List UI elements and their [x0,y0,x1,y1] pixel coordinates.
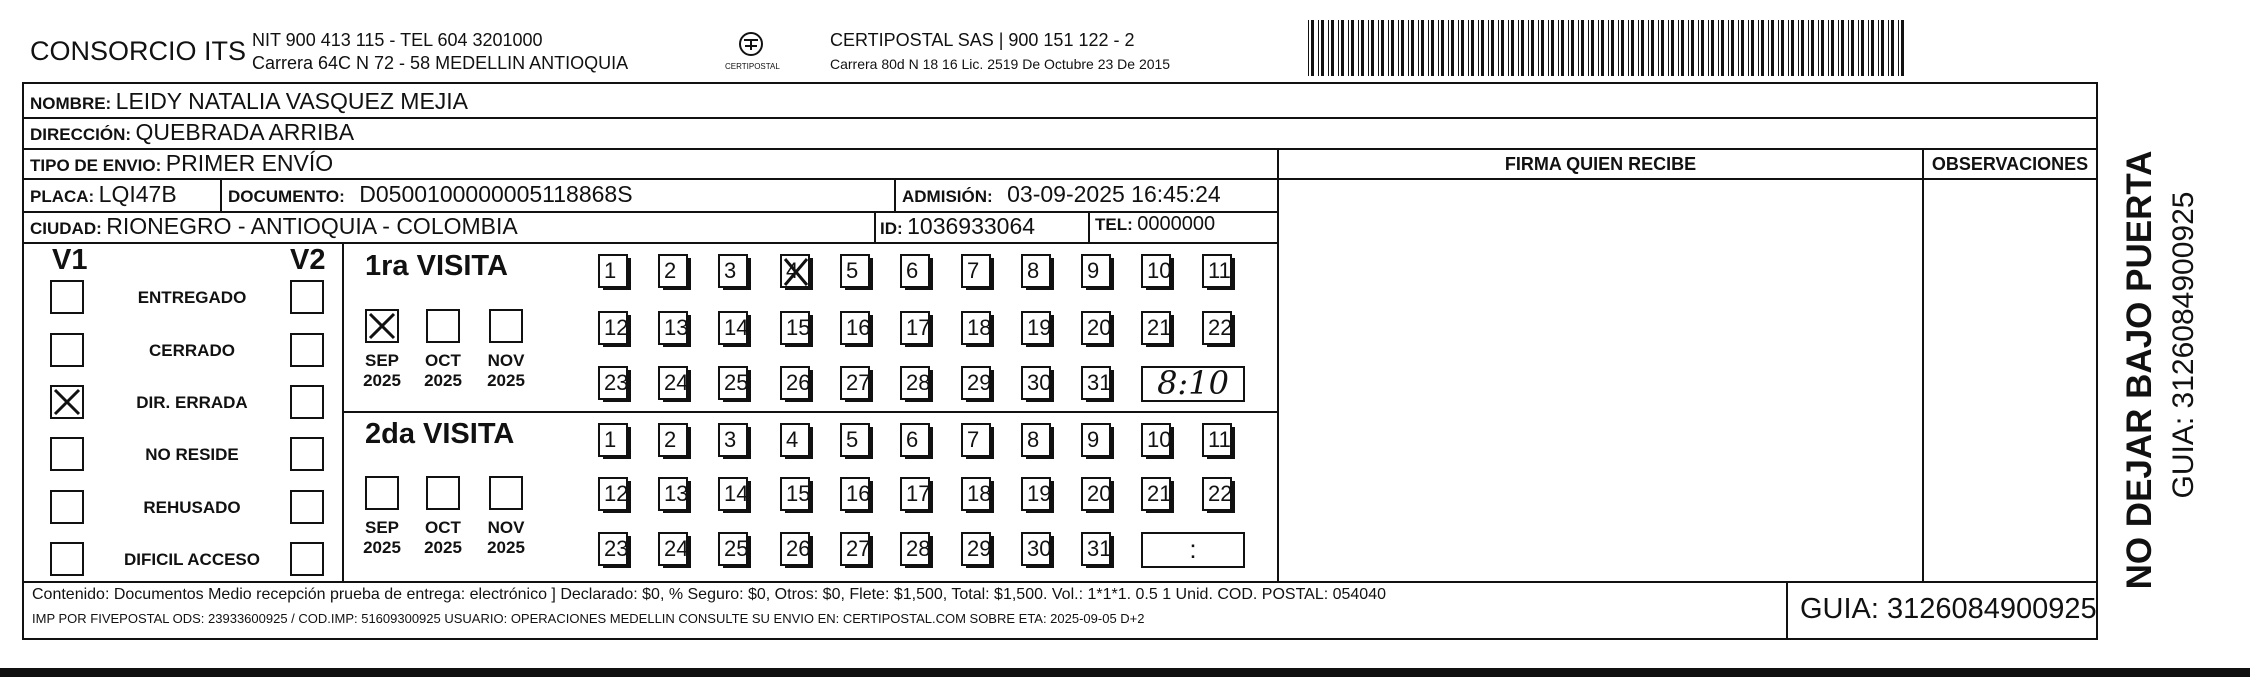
visit1-day-box: 2 [658,254,688,288]
barcode-bar [1381,20,1384,76]
visit1-day-box: 21 [1141,311,1171,345]
check-mark-icon [782,256,810,288]
observaciones-header: OBSERVACIONES [1931,154,2089,174]
barcode-bar [1901,20,1904,76]
barcode-bar [1538,20,1539,76]
visit1-day-box: 16 [840,311,870,345]
visit2-month-checkbox [489,476,523,510]
visit1-day-box: 7 [961,254,991,288]
visit1-month-checkbox [489,309,523,343]
barcode-bar [1658,20,1659,76]
visit2-day-box: 6 [900,423,930,457]
barcode-bar [1351,20,1354,76]
company-nit: NIT 900 413 115 - TEL 604 3201000 [252,30,543,50]
barcode-bar [1521,20,1524,76]
status-label: ENTREGADO [137,288,247,307]
barcode-bar [1618,20,1619,76]
barcode-bar [1568,20,1569,76]
barcode-bar [1811,20,1814,76]
barcode-bar [1488,20,1489,76]
id-row [880,213,1035,240]
status-label: DIR. ERRADA [136,393,248,412]
company-name: CONSORCIO ITS [30,36,247,66]
barcode-bar [1678,20,1679,76]
footer-line1: Contenido: Documentos Medio recepción prueba de entrega: electrónico ] Declarado: $0, % Seguro: $0, Otros: $0, Flete: $1,500, Total: $1,500. Vol.: 1*1*1. 0.5 1 Unid. COD. POSTAL: 054040 [32,586,1386,603]
barcode-bar [1671,20,1674,76]
side-guia: GUIA: 3126084900925 [2167,191,2200,499]
barcode-bar [1391,20,1394,76]
visit2-day-box: 26 [780,532,810,566]
barcode-bar [1881,20,1884,76]
barcode-bar [1661,20,1664,76]
visit1-day-box: 15 [780,311,810,345]
barcode-bar [1551,20,1554,76]
status-label: NO RESIDE [145,445,239,464]
barcode-bar [1821,20,1824,76]
visit1-day-box: 29 [961,366,991,400]
barcode-bar [1471,20,1474,76]
visit1-month-label: NOV [487,351,525,370]
barcode-bar [1858,20,1859,76]
visit1-day-box: 3 [718,254,748,288]
barcode-bar [1398,20,1399,76]
barcode-bar [1371,20,1374,76]
status-v1-checkbox [50,542,84,576]
barcode-bar [1451,20,1454,76]
barcode-bar [1588,20,1589,76]
barcode-bar [1878,20,1879,76]
visit2-day-box: 23 [598,532,628,566]
barcode-bar [1711,20,1714,76]
visit2-day-box: 3 [718,423,748,457]
visit2-day-box: 2 [658,423,688,457]
barcode-bar [1501,20,1504,76]
barcode-bar [1478,20,1479,76]
barcode-bar [1751,20,1754,76]
barcode-bar [1518,20,1519,76]
barcode-bar [1851,20,1854,76]
visit2-day-box: 19 [1021,477,1051,511]
placa-row [30,181,177,208]
visit1-year-label: 2025 [424,371,462,390]
tel-value: 0000000 [1137,213,1216,235]
visit1-time-box: 8:10 [1141,366,1245,402]
tel-row [1095,213,1215,236]
barcode-bar [1841,20,1844,76]
certipostal-logo [725,30,780,78]
barcode-bar [1611,20,1614,76]
visit1-day-box: 8 [1021,254,1051,288]
barcode-bar [1481,20,1484,76]
visit2-day-box: 21 [1141,477,1171,511]
barcode-bar [1638,20,1639,76]
documento-value: D0500100000005118868S [359,181,633,207]
status-v2-checkbox [290,437,324,471]
check-mark-icon [367,311,397,341]
visit1-day-box: 26 [780,366,810,400]
barcode-bar [1388,20,1389,76]
visit2-month-label: NOV [487,518,525,537]
v1-header: V1 [52,244,88,276]
visit1-title: 1ra VISITA [365,250,508,282]
visit1-day-box: 12 [598,311,628,345]
status-label: REHUSADO [143,498,241,517]
visit1-day-box: 6 [900,254,930,288]
placa-value: LQI47B [98,181,177,207]
page-bottom-edge [0,668,2250,677]
barcode-bar [1528,20,1529,76]
visit2-day-box: 22 [1202,477,1232,511]
visit2-day-box: 16 [840,477,870,511]
barcode-bar [1828,20,1829,76]
visit1-month-checkbox [426,309,460,343]
visit1-day-box: 24 [658,366,688,400]
barcode-bar [1558,20,1559,76]
footer-guia: GUIA: 3126084900925 [1800,593,2097,625]
barcode-bar [1888,20,1889,76]
barcode-bar [1668,20,1669,76]
barcode-bar [1861,20,1864,76]
barcode-bar [1868,20,1869,76]
barcode-bar [1311,20,1314,76]
barcode-bar [1331,20,1334,76]
status-v1-checkbox [50,333,84,367]
barcode-bar [1348,20,1349,76]
visit2-day-box: 5 [840,423,870,457]
visit1-day-box: 9 [1081,254,1111,288]
status-v2-checkbox [290,542,324,576]
barcode-bar [1598,20,1599,76]
visit1-day-box: 10 [1141,254,1171,288]
visit1-day-box: 31 [1081,366,1111,400]
barcode-bar [1778,20,1779,76]
barcode-bar [1848,20,1849,76]
visit2-day-box: 12 [598,477,628,511]
barcode-bar [1698,20,1699,76]
tipo-label: TIPO DE ENVIO: [30,156,162,175]
visit2-day-box: 1 [598,423,628,457]
barcode-bar [1601,20,1604,76]
barcode-bar [1431,20,1434,76]
direccion-row [30,119,354,146]
barcode-bar [1891,20,1894,76]
barcode-bar [1608,20,1609,76]
status-label: DIFICIL ACCESO [123,550,260,569]
visit2-day-box: 9 [1081,423,1111,457]
barcode-bar [1531,20,1534,76]
barcode-bar [1408,20,1409,76]
barcode-bar [1361,20,1364,76]
barcode-bar [1818,20,1819,76]
visit2-day-box: 11 [1202,423,1232,457]
visit2-day-box: 28 [900,532,930,566]
status-v2-checkbox [290,385,324,419]
visit1-day-box: 19 [1021,311,1051,345]
ciudad-row [30,213,518,240]
barcode-bar [1308,20,1309,76]
barcode-bar [1788,20,1789,76]
visit1-day-box: 1 [598,254,628,288]
barcode-bar [1898,20,1899,76]
tel-label: TEL: [1095,215,1133,234]
barcode-bar [1548,20,1549,76]
visit2-day-box: 4 [780,423,810,457]
status-v1-checkbox [50,280,84,314]
visit2-day-box: 25 [718,532,748,566]
status-v1-checkbox [50,385,84,419]
id-label: ID: [880,219,903,238]
barcode-bar [1801,20,1804,76]
barcode-bar [1321,20,1324,76]
no-dejar-bajo-puerta: NO DEJAR BAJO PUERTA [2120,150,2159,590]
visit2-month-checkbox [365,476,399,510]
barcode-bar [1688,20,1689,76]
visit1-month-label: SEP [364,351,400,370]
barcode-bar [1341,20,1344,76]
visit1-month-label: OCT [425,351,461,370]
barcode-bar [1338,20,1339,76]
barcode-bar [1628,20,1629,76]
v2-header: V2 [290,244,326,276]
barcode-bar [1571,20,1574,76]
visit2-year-label: 2025 [424,538,462,557]
barcode-bar [1691,20,1694,76]
visit1-year-label: 2025 [363,371,401,390]
visit2-day-box: 31 [1081,532,1111,566]
barcode-bar [1721,20,1724,76]
barcode-bar [1738,20,1739,76]
visit2-day-box: 7 [961,423,991,457]
visit1-day-box: 22 [1202,311,1232,345]
visit2-day-box: 15 [780,477,810,511]
barcode-bar [1871,20,1874,76]
barcode-bar [1328,20,1329,76]
barcode-bar [1441,20,1444,76]
visit2-day-box: 24 [658,532,688,566]
barcode-bar [1791,20,1794,76]
admision-value: 03-09-2025 16:45:24 [1007,181,1221,207]
barcode-bar [1771,20,1774,76]
documento-label: DOCUMENTO: [228,187,345,206]
firma-header: FIRMA QUIEN RECIBE [1504,154,1697,174]
visit1-day-box: 11 [1202,254,1232,288]
documento-row [228,181,633,208]
status-v2-checkbox [290,280,324,314]
barcode-bar [1358,20,1359,76]
status-v2-checkbox [290,490,324,524]
barcode-bar [1368,20,1369,76]
barcode-bar [1681,20,1684,76]
barcode-bar [1561,20,1564,76]
visit2-time-box: : [1141,532,1245,568]
visit1-year-label: 2025 [487,371,525,390]
barcode-bar [1458,20,1459,76]
barcode-bar [1768,20,1769,76]
carrier-license: Carrera 80d N 18 16 Lic. 2519 De Octubre 23 De 2015 [830,56,1171,72]
visit1-day-box: 5 [840,254,870,288]
barcode-bar [1511,20,1514,76]
visit2-day-box: 20 [1081,477,1111,511]
visit2-day-box: 27 [840,532,870,566]
ciudad-label: CIUDAD: [30,219,102,238]
visit2-year-label: 2025 [487,538,525,557]
barcode-bar [1448,20,1449,76]
tipo-row [30,150,333,177]
status-v1-checkbox [50,437,84,471]
placa-label: PLACA: [30,187,95,206]
barcode-bar [1808,20,1809,76]
visit1-day-box: 4 [780,254,810,288]
barcode-bar [1708,20,1709,76]
visit2-year-label: 2025 [363,538,401,557]
visit1-day-box: 23 [598,366,628,400]
status-v1-checkbox [50,490,84,524]
barcode-bar [1641,20,1644,76]
barcode-bar [1508,20,1509,76]
barcode-bar [1418,20,1419,76]
visit2-day-box: 8 [1021,423,1051,457]
barcode-bar [1718,20,1719,76]
barcode-bar [1831,20,1834,76]
barcode-bar [1748,20,1749,76]
visit1-day-box: 25 [718,366,748,400]
barcode-bar [1411,20,1414,76]
visit1-day-box: 27 [840,366,870,400]
visit2-month-checkbox [426,476,460,510]
admision-row [902,181,1221,208]
logo-text: CERTIPOSTAL [725,62,780,71]
barcode-bar [1631,20,1634,76]
barcode-bar [1758,20,1759,76]
nombre-value: LEIDY NATALIA VASQUEZ MEJIA [115,88,469,114]
footer-line2: IMP POR FIVEPOSTAL ODS: 23933600925 / COD.IMP: 51609300925 USUARIO: OPERACIONES MEDELLIN CONSULTE SU ENVIO EN: CERTIPOSTAL.COM SOBRE ETA: 2025-09-05 D+2 [32,611,1145,626]
visit2-title: 2da VISITA [365,418,515,450]
barcode-bar [1421,20,1424,76]
ciudad-value: RIONEGRO - ANTIOQUIA - COLOMBIA [106,213,518,239]
barcode-bar [1468,20,1469,76]
direccion-value: QUEBRADA ARRIBA [135,119,355,145]
barcode-bar [1541,20,1544,76]
barcode-bar [1401,20,1404,76]
status-v2-checkbox [290,333,324,367]
visit2-day-box: 30 [1021,532,1051,566]
barcode-bar [1438,20,1439,76]
visit2-day-box: 13 [658,477,688,511]
company-address: Carrera 64C N 72 - 58 MEDELLIN ANTIOQUIA [252,53,629,73]
visit1-day-box: 18 [961,311,991,345]
visit1-day-box: 28 [900,366,930,400]
barcode-bar [1838,20,1839,76]
visit2-month-label: OCT [425,518,461,537]
visit1-day-box: 14 [718,311,748,345]
barcode-bar [1498,20,1499,76]
barcode-bar [1318,20,1319,76]
barcode-bar [1741,20,1744,76]
barcode-bar [1378,20,1379,76]
barcode-bar [1591,20,1594,76]
direccion-label: DIRECCIÓN: [30,125,132,144]
carrier-name: CERTIPOSTAL SAS | 900 151 122 - 2 [830,30,1135,50]
status-label: CERRADO [149,341,235,360]
barcode-bar [1761,20,1764,76]
visit2-day-box: 17 [900,477,930,511]
barcode-bar [1651,20,1654,76]
barcode-bar [1581,20,1584,76]
barcode [1308,20,1905,76]
barcode-bar [1491,20,1494,76]
barcode-bar [1648,20,1649,76]
visit1-day-box: 30 [1021,366,1051,400]
nombre-row [30,88,468,115]
barcode-bar [1621,20,1624,76]
admision-label: ADMISIÓN: [902,187,993,206]
visit2-day-box: 14 [718,477,748,511]
check-mark-icon [52,387,82,417]
visit1-month-checkbox [365,309,399,343]
visit2-day-box: 29 [961,532,991,566]
barcode-bar [1461,20,1464,76]
barcode-bar [1728,20,1729,76]
barcode-bar [1701,20,1704,76]
nombre-label: NOMBRE: [30,94,112,113]
tipo-value: PRIMER ENVÍO [165,150,334,176]
barcode-bar [1781,20,1784,76]
visit2-day-box: 10 [1141,423,1171,457]
visit2-month-label: SEP [364,518,400,537]
visit1-day-box: 20 [1081,311,1111,345]
barcode-bar [1798,20,1799,76]
id-value: 1036933064 [907,213,1036,239]
barcode-bar [1428,20,1429,76]
visit1-day-box: 17 [900,311,930,345]
barcode-bar [1731,20,1734,76]
barcode-bar [1578,20,1579,76]
visit1-day-box: 13 [658,311,688,345]
visit2-day-box: 18 [961,477,991,511]
